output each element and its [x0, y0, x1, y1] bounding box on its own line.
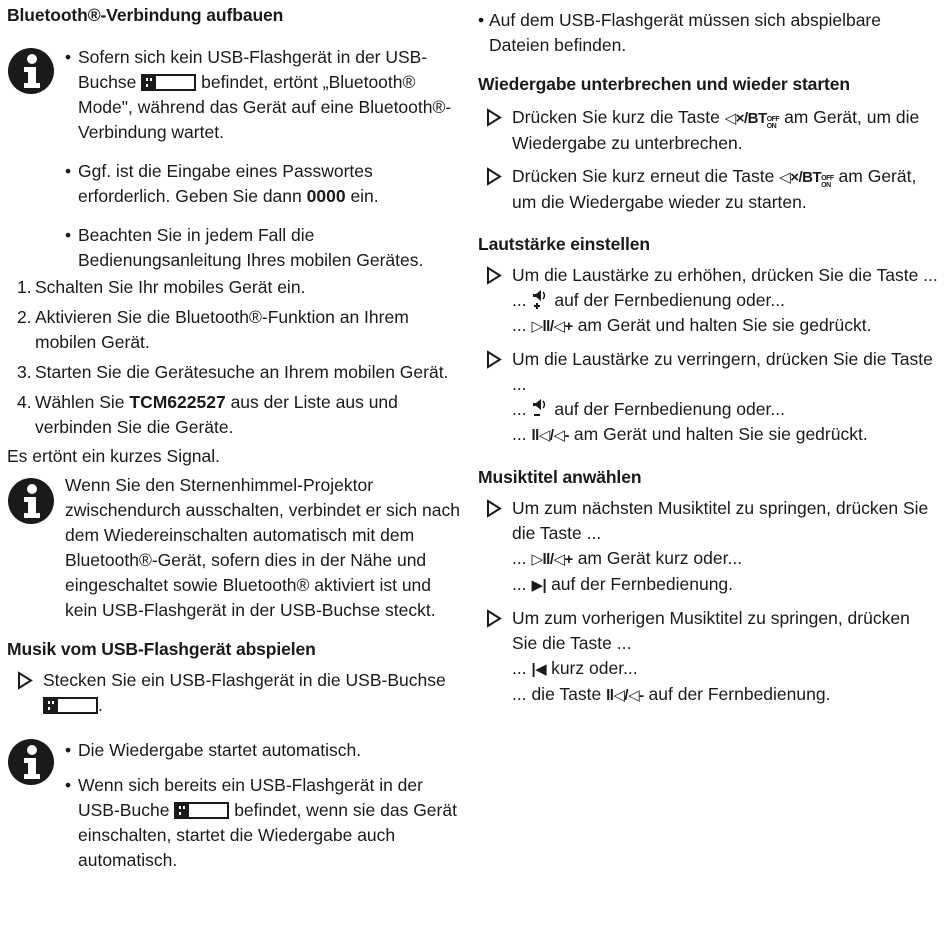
password-code: 0000: [306, 186, 346, 206]
note-bullet-autoplay: • Die Wiedergabe startet automatisch.: [65, 738, 462, 763]
playable-files-bullet: • Auf dem USB-Flashgerät müssen sich abspielbare Dateien befinden.: [478, 8, 938, 58]
step-3: 3. Starten Sie die Gerätesuche an Ihrem mobilen Gerät.: [17, 362, 449, 382]
step-arrow-icon: [486, 609, 502, 628]
previous-volume-down-key-icon: ll◁/◁-: [531, 427, 570, 444]
pause-heading: Wiedergabe unterbrechen und wieder starten: [478, 74, 850, 94]
step-4: 4. Wählen Sie TCM622527 aus der Liste aus und verbinden Sie die Geräte.: [17, 392, 398, 437]
volume-up-remote-icon: [531, 289, 549, 309]
mode-key-icon: ◁×/BT OFF ON: [779, 169, 834, 189]
note-bullet-usb-inserted: • Wenn sich bereits ein USB-Flashgerät in der USB-Buche befindet, wenn sie das Gerät einschalten, startet die Wiedergabe auch automatisch.: [65, 773, 462, 873]
next-track-icon: ▶|: [531, 577, 547, 594]
step-2: 2. Aktivieren Sie die Bluetooth®-Funktion an Ihrem mobilen Gerät.: [17, 307, 409, 352]
play-volume-up-key-icon: ▷ll/◁+: [531, 318, 573, 335]
info-icon: [7, 477, 55, 525]
step-arrow-icon: [486, 167, 502, 186]
step-arrow-icon: [17, 671, 33, 690]
step-arrow-icon: [486, 266, 502, 285]
note-bullet-password: • Ggf. ist die Eingabe eines Passwortes erforderlich. Geben Sie dann 0000 ein.: [65, 159, 462, 209]
pause-step: Drücken Sie kurz die Taste ◁×/BT OFF ON am Gerät, um die Wiedergabe zu unterbrechen.: [486, 105, 938, 156]
note-bullet-usb: • Sofern sich kein USB-Flashgerät in der USB-Buchse befindet, ertönt „Bluetooth® Mode", während das Gerät auf eine Bluetooth®-Verbindung wartet.: [65, 45, 462, 145]
step-arrow-icon: [486, 108, 502, 127]
usb-port-icon: [141, 74, 196, 91]
usb-port-icon: [43, 697, 98, 714]
right-column: [478, 0, 938, 708]
step-arrow-icon: [486, 499, 502, 518]
track-heading: Musiktitel anwählen: [478, 467, 642, 487]
usb-heading: Musik vom USB-Flashgerät abspielen: [7, 639, 316, 659]
info-note-usb: [7, 738, 462, 873]
reconnect-text: Wenn Sie den Sternenhimmel-Projektor zwischendurch ausschalten, verbindet er sich nach dem Wiedereinschalten automatisch mit dem Bluetooth®-Gerät, sofern dies in der Nähe und eingeschaltet sowie Bluetooth® aktiviert ist und kein USB-Flashgerät in der USB-Buchse steckt.: [65, 475, 460, 620]
info-icon: [7, 47, 55, 95]
previous-track-step: Um zum vorherigen Musiktitel zu springen, drücken Sie die Taste ... ... |◀ kurz oder... ... die Taste ll◁/◁- auf der Fernbedienung.: [486, 606, 938, 708]
previous-track-icon: |◀: [531, 661, 547, 678]
mode-key-icon: ◁×/BT OFF ON: [724, 110, 780, 130]
steps-list: [7, 275, 462, 440]
volume-down-step: Um die Laustärke zu verringern, drücken Sie die Taste ... ... auf der Fernbedienung oder... ... ll◁/◁- am Gerät und halten Sie sie gedrückt.: [486, 347, 938, 448]
play-volume-up-key-icon: ▷ll/◁+: [531, 551, 573, 568]
note-bullet-manual: • Beachten Sie in jedem Fall die Bedienungsanleitung Ihres mobilen Gerätes.: [65, 223, 462, 273]
next-track-step: Um zum nächsten Musiktitel zu springen, drücken Sie die Taste ... ... ▷ll/◁+ am Gerät kurz oder... ... ▶| auf der Fernbedienung.: [486, 496, 938, 598]
usb-insert-step: Stecken Sie ein USB-Flashgerät in die USB-Buchse .: [17, 668, 462, 718]
left-column: [7, 0, 462, 873]
step-1: 1. Schalten Sie Ihr mobiles Gerät ein.: [17, 277, 306, 297]
previous-volume-down-key-icon: ll◁/◁-: [606, 687, 644, 704]
volume-down-remote-icon: [531, 398, 549, 418]
info-note-bluetooth: [7, 45, 462, 273]
usb-port-icon: [174, 802, 229, 819]
resume-step: Drücken Sie kurz erneut die Taste ◁×/BT OFF ON am Gerät, um die Wiedergabe wieder zu starten.: [486, 164, 938, 215]
volume-up-step: Um die Laustärke zu erhöhen, drücken Sie die Taste ... ... auf der Fernbedienung oder... ... ▷ll/◁+ am Gerät und halten Sie sie gedrückt.: [486, 263, 938, 339]
step-arrow-icon: [486, 350, 502, 369]
info-icon: [7, 738, 55, 786]
info-note-reconnect: [7, 473, 462, 623]
volume-heading: Lautstärke einstellen: [478, 234, 650, 254]
signal-text: Es ertönt ein kurzes Signal.: [7, 446, 221, 466]
bluetooth-heading: Bluetooth®-Verbindung aufbauen: [7, 5, 284, 25]
model-number: TCM622527: [129, 392, 226, 412]
